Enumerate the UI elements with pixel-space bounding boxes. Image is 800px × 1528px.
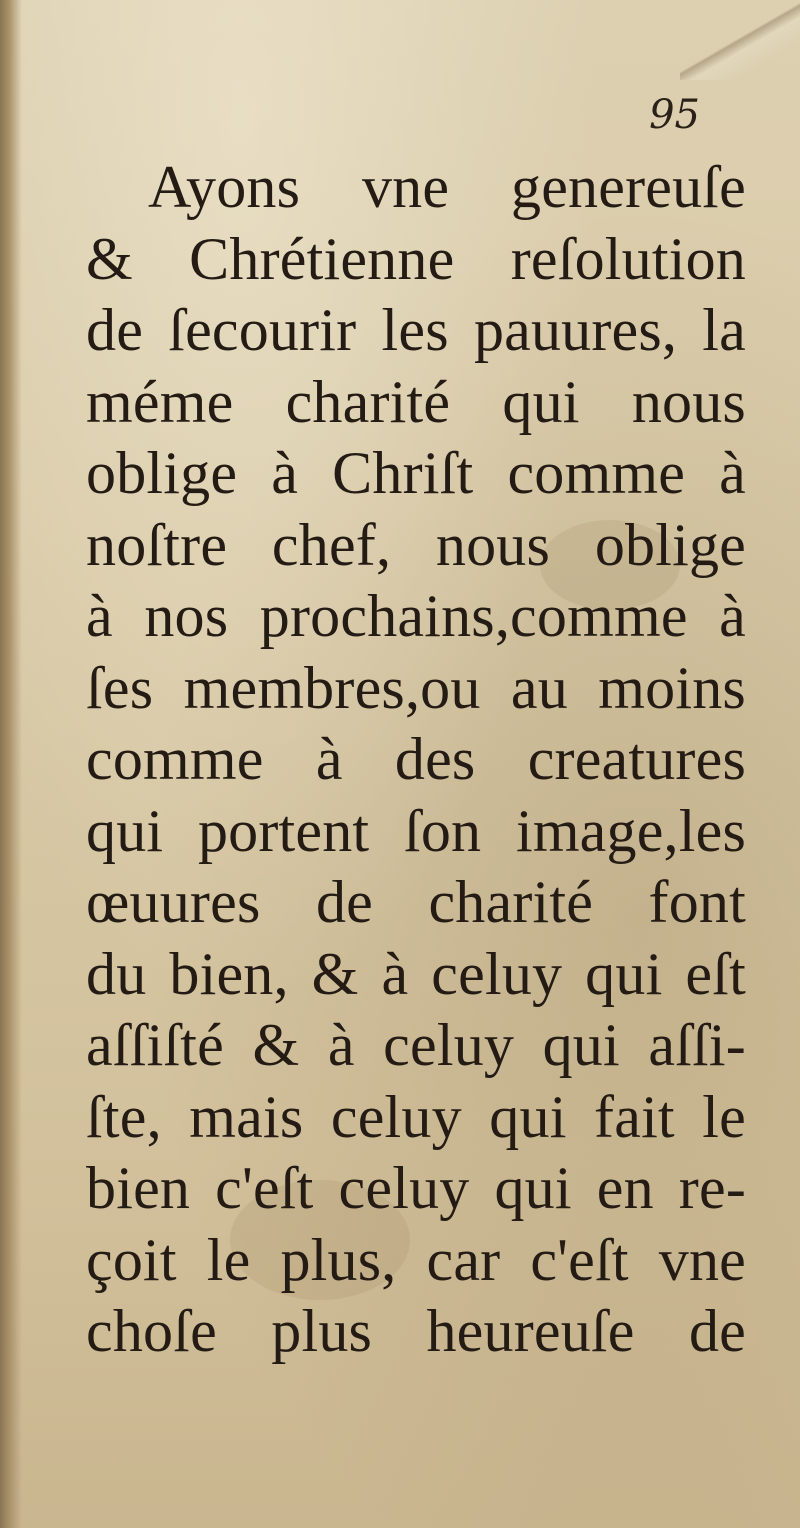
text-line: à nos prochains,comme à xyxy=(86,583,746,649)
page-number: 95 xyxy=(649,92,700,138)
text-line: bien c'eſt celuy qui en re- xyxy=(86,1155,746,1221)
binding-edge xyxy=(0,0,22,1528)
text-line: œuures de charité font xyxy=(86,869,746,935)
text-line: qui portent ſon image,les xyxy=(86,797,746,864)
text-line: noſtre chef, nous oblige xyxy=(86,511,746,578)
text-line: aſſiſté & à celuy qui aſſi- xyxy=(86,1012,746,1078)
text-line: Ayons vne genereuſe xyxy=(148,154,746,220)
text-line: & Chrétienne reſolution xyxy=(86,225,746,292)
text-line: çoit le plus, car c'eſt vne xyxy=(86,1226,746,1293)
text-line: ſes membres,ou au moins xyxy=(86,654,746,721)
text-line: de ſecourir les pauures, la xyxy=(86,297,746,363)
text-line: comme à des creatures xyxy=(86,726,746,792)
text-line: méme charité qui nous xyxy=(86,368,746,435)
body-text xyxy=(86,152,746,1368)
text-line: ſte, mais celuy qui fait le xyxy=(86,1083,746,1150)
text-line: oblige à Chriſt comme à xyxy=(86,440,746,506)
text-line: choſe plus heureuſe de xyxy=(86,1298,746,1364)
folded-corner xyxy=(680,0,800,80)
text-line: du bien, & à celuy qui eſt xyxy=(86,940,746,1007)
